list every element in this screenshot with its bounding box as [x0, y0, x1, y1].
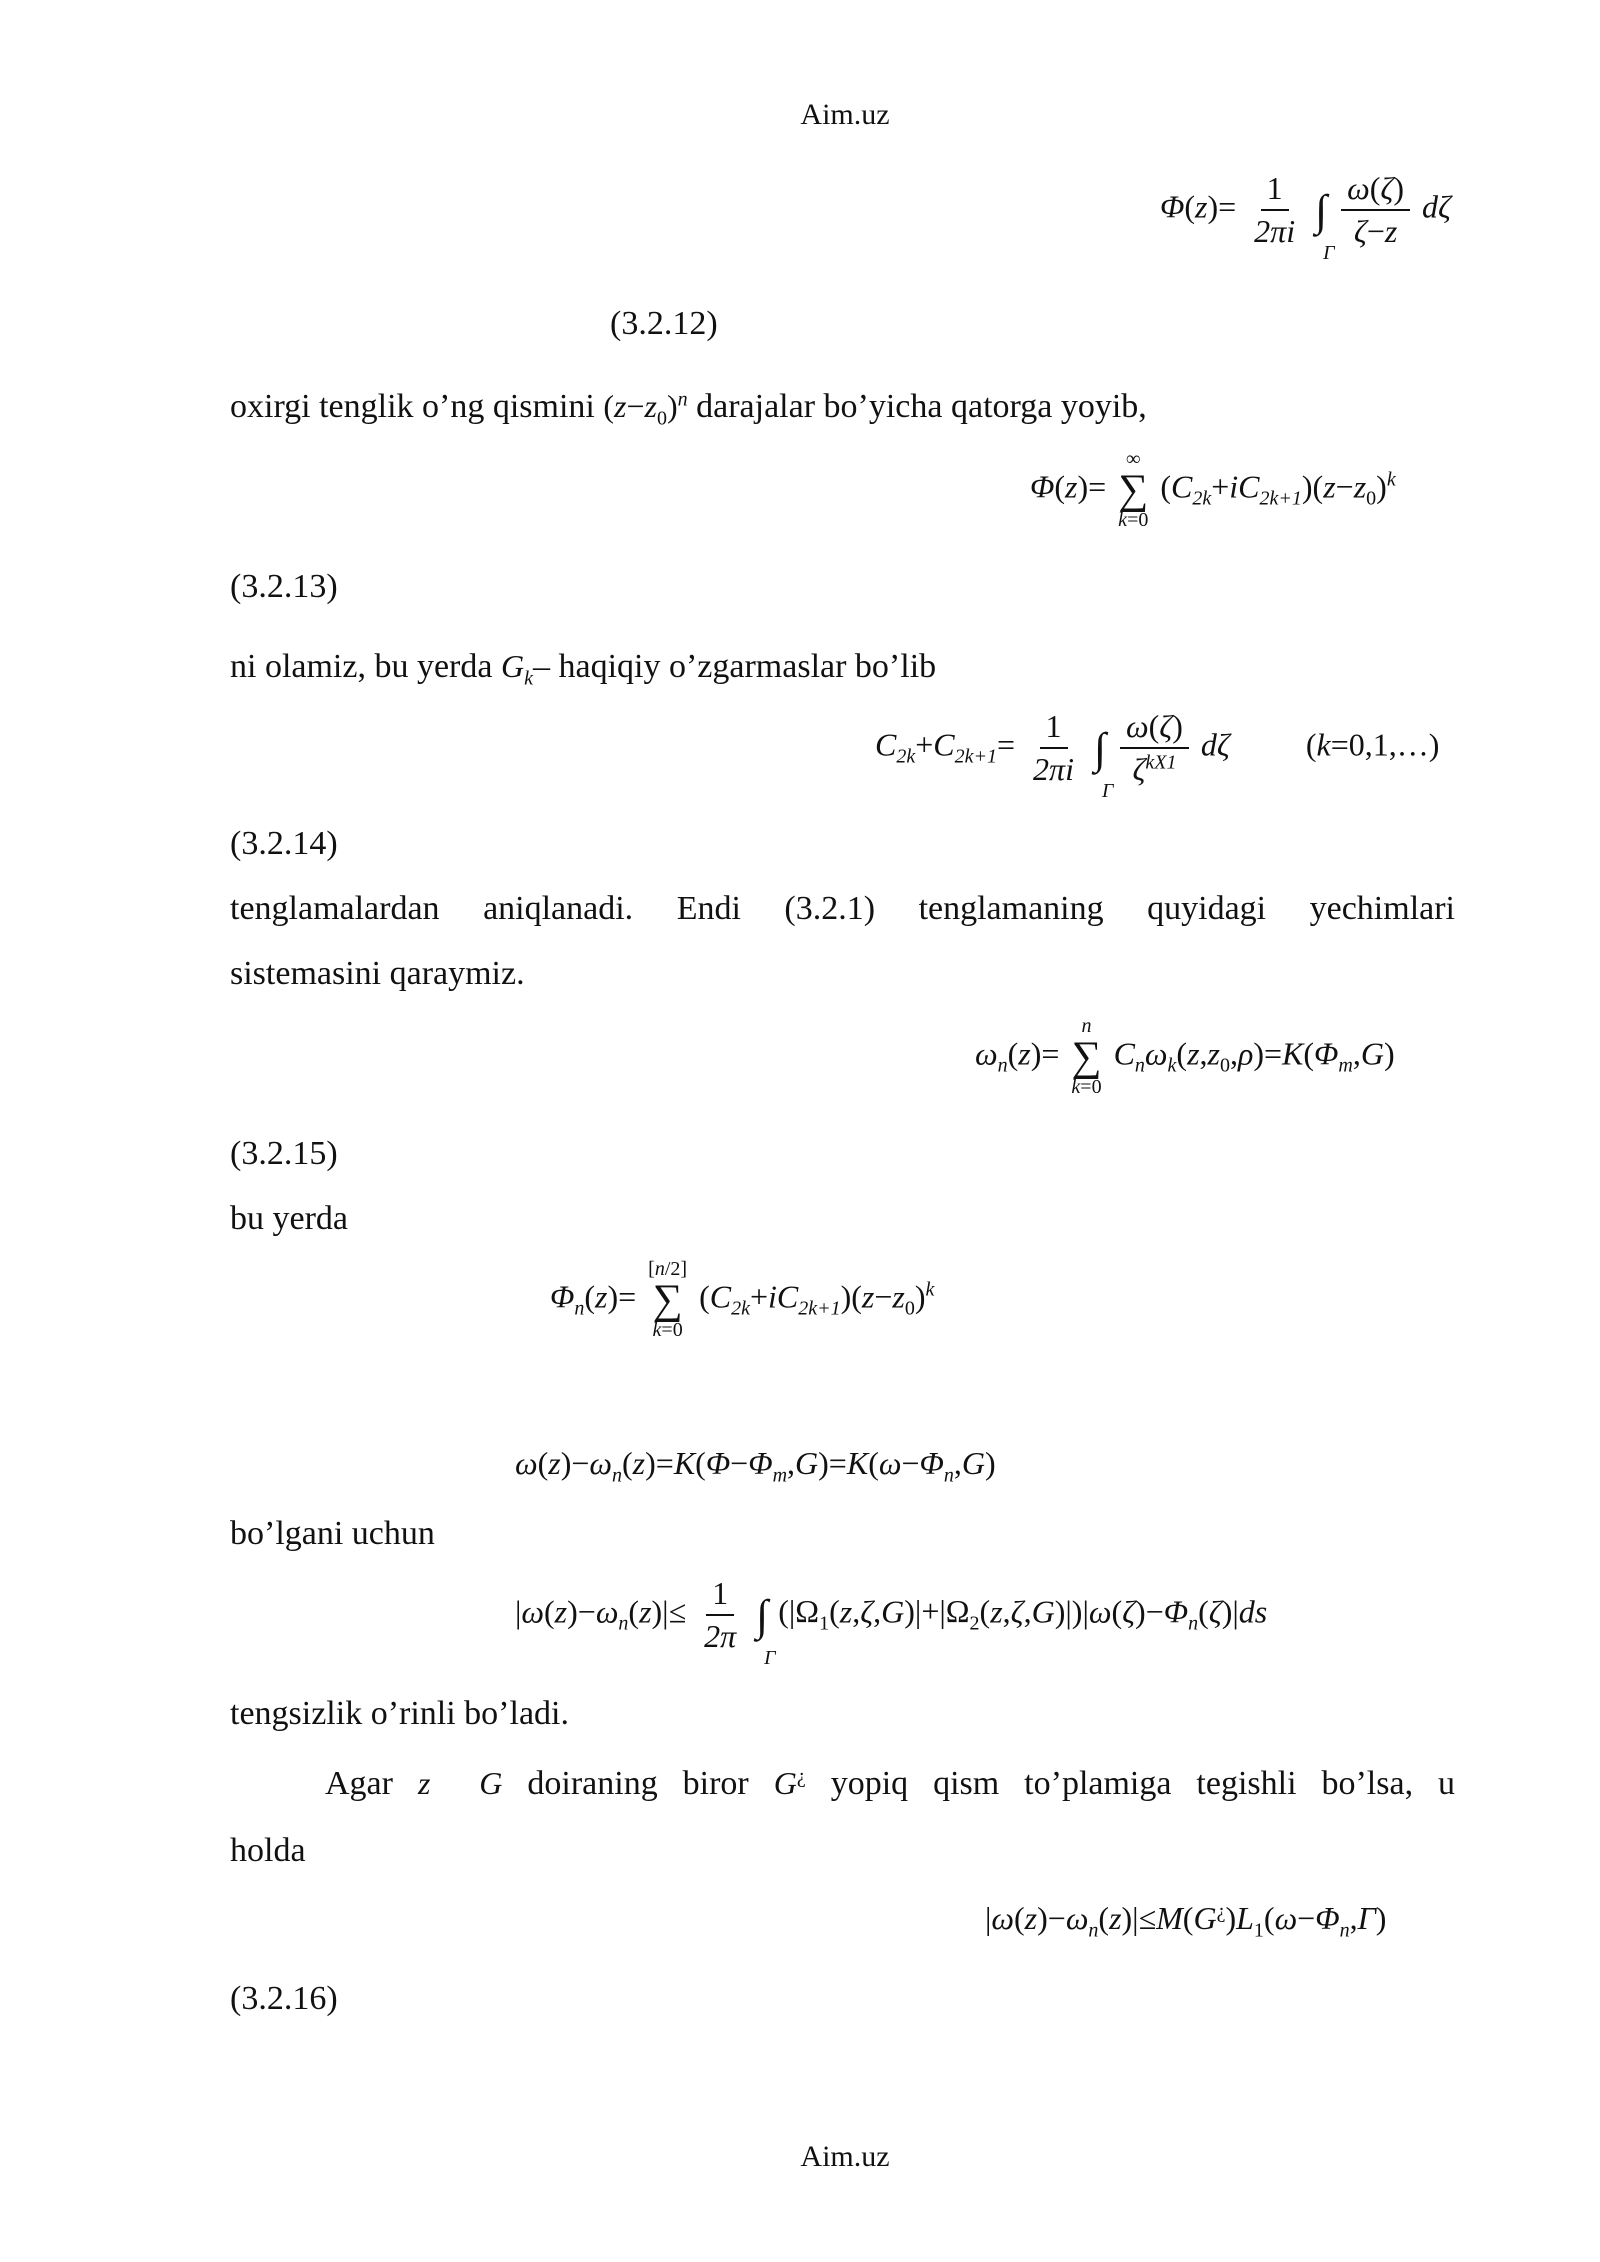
label-3-2-16: (3.2.16): [230, 1980, 338, 2017]
label-3-2-13: (3.2.13): [230, 568, 338, 605]
text-line-2b: – haqiqiy o’zgarmaslar bo’lib: [532, 648, 937, 685]
formula-3-2-13: Φ(z)= ∞ ∑ k=0 $(C_{2k}+iC_{2k+1})(z-z_0)^k$: [1030, 448, 1396, 531]
formula-3-2-15: $\omega_n(z)=$ n ∑ k=0 $C_n\omega_k(z,z_0,\rho)=K(\Phi_m,G)$: [975, 1015, 1395, 1098]
label-3-2-15: (3.2.15): [230, 1135, 338, 1172]
text-line-1b: darajalar bo’yicha qatorga yoyib,: [696, 388, 1147, 425]
text-line-2: [230, 648, 936, 690]
text-agar: Agar: [325, 1765, 393, 1802]
paragraph-line-2: sistemasini qaraymiz.: [230, 955, 525, 992]
inline-z-g: z G: [417, 1765, 503, 1801]
text-line-2a: ni olamiz, bu yerda: [230, 648, 493, 685]
formula-phi-n: $\Phi_n(z)=$ [n/2] ∑ k=0 $(C_{2k}+iC_{2k+1})(z-z_0)^k$: [550, 1258, 935, 1341]
paragraph-line-1: tenglamalardan aniqlanadi. Endi (3.2.1) tenglamaning quyidagi yechimlari: [230, 890, 1455, 927]
label-3-2-12: (3.2.12): [610, 305, 718, 342]
text-bu-yerda: bu yerda: [230, 1200, 349, 1237]
text-bolgani-uchun: bo’lgani uchun: [230, 1515, 435, 1552]
inline-formula-gk: $G_k$: [500, 648, 533, 690]
formula-inequality: $|\omega(z)-\omega_n(z)|\le$ $\frac{1}{2\pi}$ ∫ Γ $(|\Omega_1(z,\zeta,G)|+|\Omega_2(z,\zeta,G)|)|\omega(\zeta)-\Phi_n(\zeta)|ds$: [515, 1575, 1268, 1669]
formula-3-2-12: Φ(z)= $\frac{1}{2\pi i}$ ∫ Γ $\frac{\omega(\zeta)}{\zeta-z}$ dζ: [1160, 170, 1451, 264]
text-holda: holda: [230, 1832, 306, 1869]
formula-3-2-14: $C_{2k}+C_{2k+1}=$ $\frac{1}{2\pi i}$ ∫ Γ $\frac{\omega(\zeta)}{\zeta^{kX1}}$ dζ (k=0,1,…): [875, 708, 1440, 802]
text-tengsizlik: tengsizlik o’rinli bo’ladi.: [230, 1695, 569, 1732]
text-agar-line: [325, 1765, 1455, 1803]
text-doiraning: doiraning biror: [527, 1765, 749, 1802]
page-header: Aim.uz: [800, 98, 890, 131]
label-3-2-14: (3.2.14): [230, 825, 338, 862]
page-footer: Aim.uz: [800, 2140, 890, 2173]
inline-formula-z-z0-n: $(z-z_0)^n$: [603, 388, 688, 430]
formula-3-2-16: $|\omega(z)-\omega_n(z)|\le M(G^¿)L_1(\omega-\Phi_n,\Gamma)$: [985, 1900, 1387, 1942]
text-line-1: [230, 388, 1147, 430]
text-line-1a: oxirgi tenglik o’ng qismini: [230, 388, 595, 425]
formula-omega-diff: $\omega(z)-\omega_n(z)=K(\Phi-\Phi_m,G)=K(\omega-\Phi_n,G)$: [515, 1445, 996, 1487]
inline-g-prime: G¿: [773, 1765, 806, 1801]
text-yopiq: yopiq qism to’plamiga tegishli bo’lsa, u: [830, 1765, 1456, 1802]
